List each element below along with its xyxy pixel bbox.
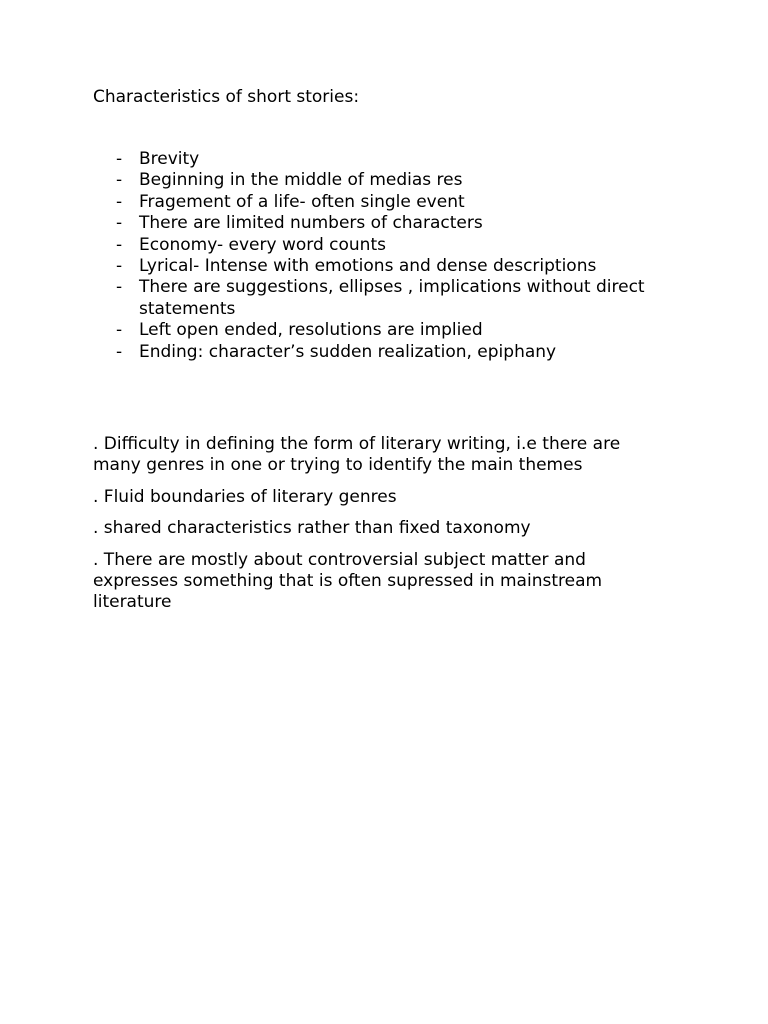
document-heading: Characteristics of short stories: bbox=[93, 87, 360, 107]
list-item bbox=[116, 277, 676, 320]
list-item bbox=[116, 320, 676, 341]
list-item bbox=[116, 235, 676, 256]
list-item-text: Ending: character’s sudden realization, epiphany bbox=[139, 341, 557, 362]
bullet-dash: - bbox=[116, 234, 123, 255]
bullet-dash: - bbox=[116, 341, 123, 362]
list-item bbox=[116, 342, 676, 363]
list-item-text: There are suggestions, ellipses , implications without direct statements bbox=[139, 277, 645, 319]
note-paragraph: . Fluid boundaries of literary genres bbox=[93, 486, 397, 507]
note-paragraph: . There are mostly about controversial subject matter and expresses something that is often supressed in mainstream literature bbox=[93, 549, 603, 613]
note-paragraph: . Difficulty in defining the form of literary writing, i.e there are many genres in one or trying to identify the main themes bbox=[93, 434, 621, 476]
list-item-text: There are limited numbers of characters bbox=[139, 213, 483, 234]
list-item bbox=[116, 213, 676, 234]
note-paragraph: . shared characteristics rather than fixed taxonomy bbox=[93, 518, 531, 539]
list-item-text: Left open ended, resolutions are implied bbox=[139, 320, 483, 341]
list-item-text: Fragement of a life- often single event bbox=[139, 191, 465, 212]
bullet-dash: - bbox=[116, 170, 123, 191]
bullet-dash: - bbox=[116, 320, 123, 341]
characteristics-list bbox=[116, 149, 676, 363]
bullet-dash: - bbox=[116, 277, 123, 298]
list-item-text: Economy- every word counts bbox=[139, 234, 386, 255]
list-item-text: Lyrical- Intense with emotions and dense descriptions bbox=[139, 256, 597, 277]
list-item bbox=[116, 192, 676, 213]
notes-section bbox=[93, 434, 673, 624]
bullet-dash: - bbox=[116, 256, 123, 277]
bullet-dash: - bbox=[116, 213, 123, 234]
bullet-dash: - bbox=[116, 191, 123, 212]
list-item bbox=[116, 256, 676, 277]
list-item bbox=[116, 149, 676, 170]
bullet-dash: - bbox=[116, 149, 123, 169]
list-item bbox=[116, 170, 676, 191]
list-item-text: Brevity bbox=[139, 149, 200, 169]
list-item-text: Beginning in the middle of medias res bbox=[139, 170, 463, 191]
